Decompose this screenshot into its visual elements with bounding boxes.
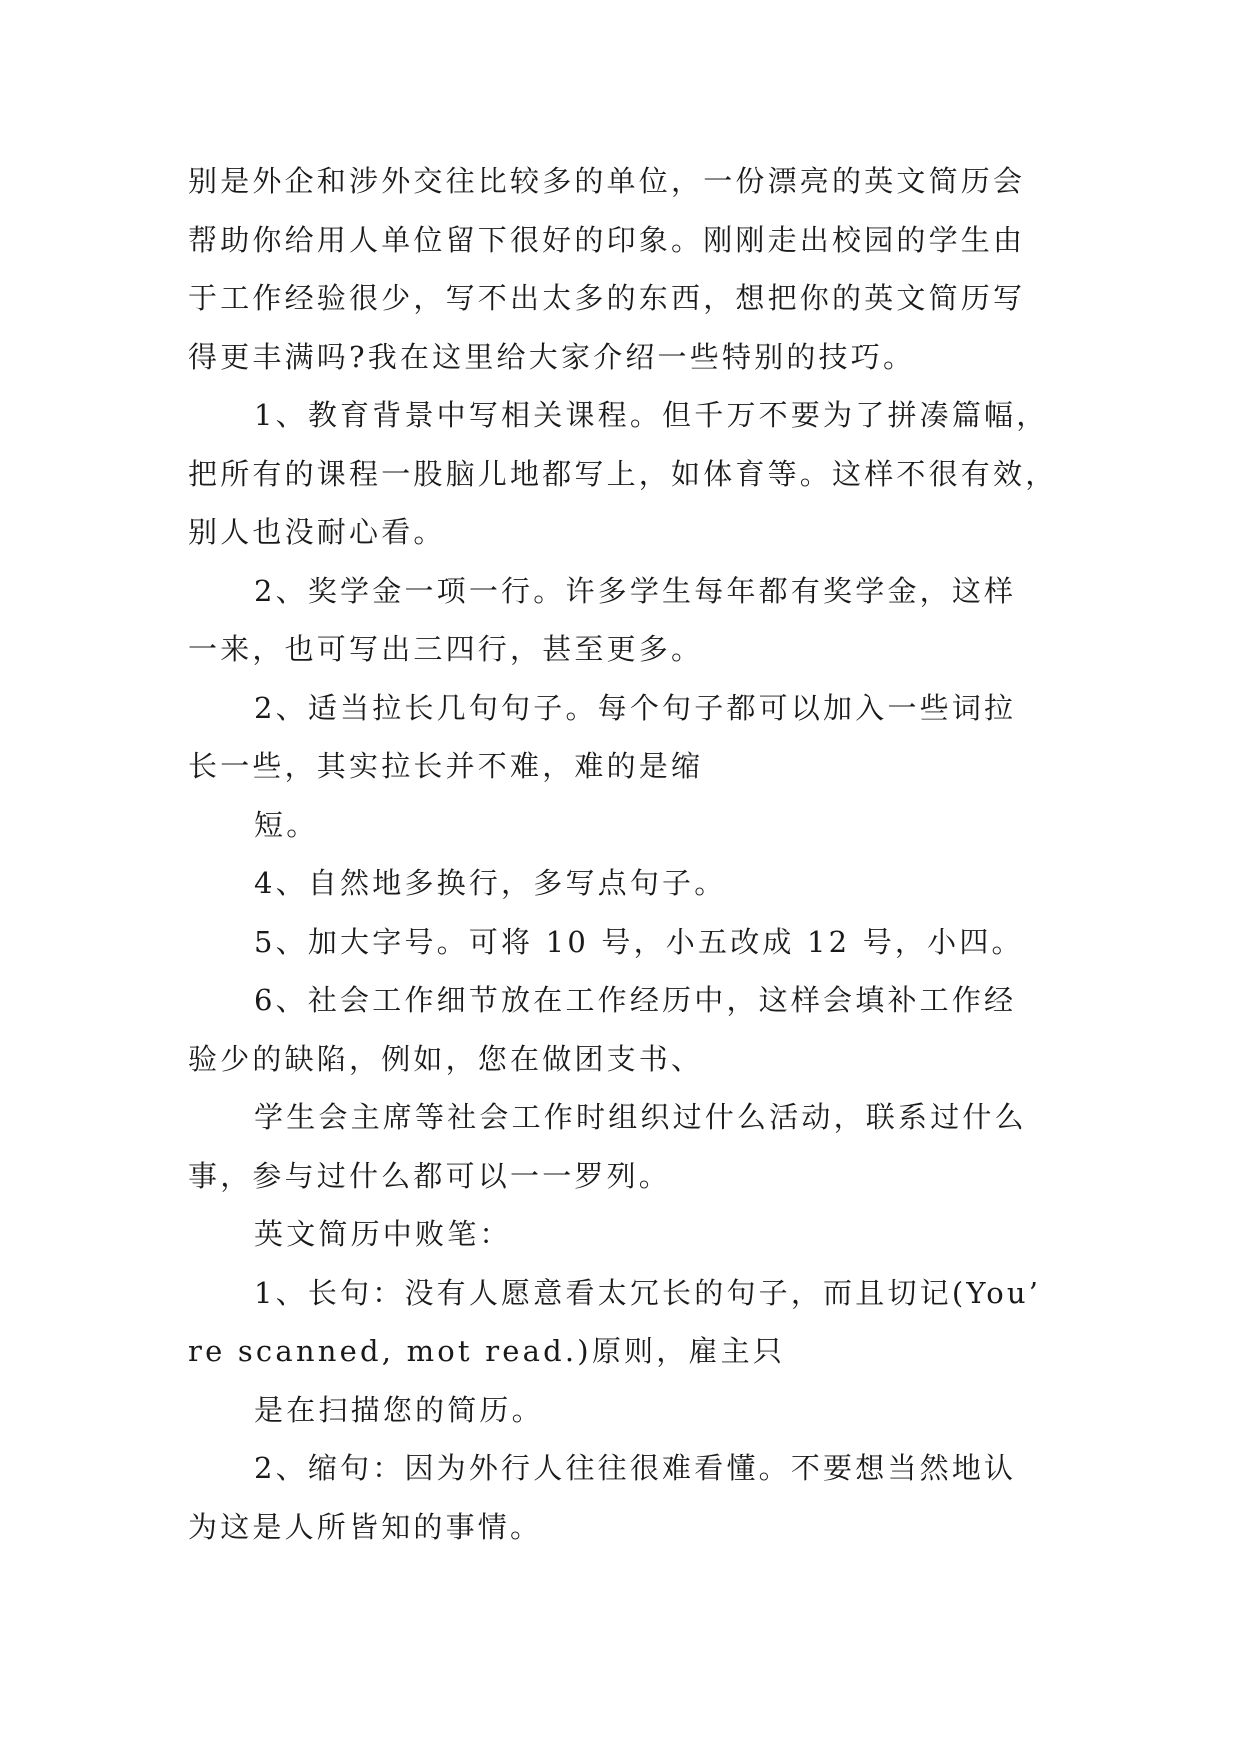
text-line: 6、社会工作细节放在工作经历中，这样会填补工作经 [254,983,1017,1017]
document-body [188,152,1058,1556]
text-line: 别是外企和涉外交往比较多的单位，一份漂亮的英文简历会 [188,164,1026,198]
text-line: 为这是人所皆知的事情。 [188,1509,543,1544]
text-line: 1、教育背景中写相关课程。但千万不要为了拼凑篇幅， [254,398,1049,432]
text-line: 得更丰满吗?我在这里给大家介绍一些特别的技巧。 [188,339,916,374]
text-line: 验少的缺陷，例如，您在做团支书、 [188,1041,704,1076]
text-line: 长一些，其实拉长并不难，难的是缩 [188,749,704,783]
text-line: 4、自然地多换行，多写点句子。 [254,866,727,900]
text-line: 2、适当拉长几句句子。每个句子都可以加入一些词拉 [254,690,1017,725]
text-line: 一来，也可写出三四行，甚至更多。 [188,632,704,666]
text-line: 别人也没耐心看。 [188,515,446,549]
text-line: 1、长句：没有人愿意看太冗长的句子，而且切记(You’ [254,1275,1042,1310]
text-line: 于工作经验很少，写不出太多的东西，想把你的英文简历写 [188,281,1026,315]
text-line: 2、奖学金一项一行。许多学生每年都有奖学金，这样 [254,573,1017,608]
text-line: 学生会主席等社会工作时组织过什么活动，联系过什么 [254,1100,1027,1134]
text-line: 事，参与过什么都可以一一罗列。 [188,1158,672,1193]
text-line: 是在扫描您的简历。 [254,1392,544,1427]
text-line: 5、加大字号。可将 10 号，小五改成 12 号，小四。 [254,924,1024,959]
text-line: 帮助你给用人单位留下很好的印象。刚刚走出校园的学生由 [188,222,1026,257]
text-line: 短。 [254,807,319,842]
text-line: 把所有的课程一股脑儿地都写上，如体育等。这样不很有效， [188,456,1058,491]
text-line: 2、缩句：因为外行人往往很难看懂。不要想当然地认 [254,1451,1017,1485]
section-heading: 英文简历中败笔： [254,1217,512,1251]
text-line: re scanned, mot read.)原则，雇主只 [188,1334,786,1368]
